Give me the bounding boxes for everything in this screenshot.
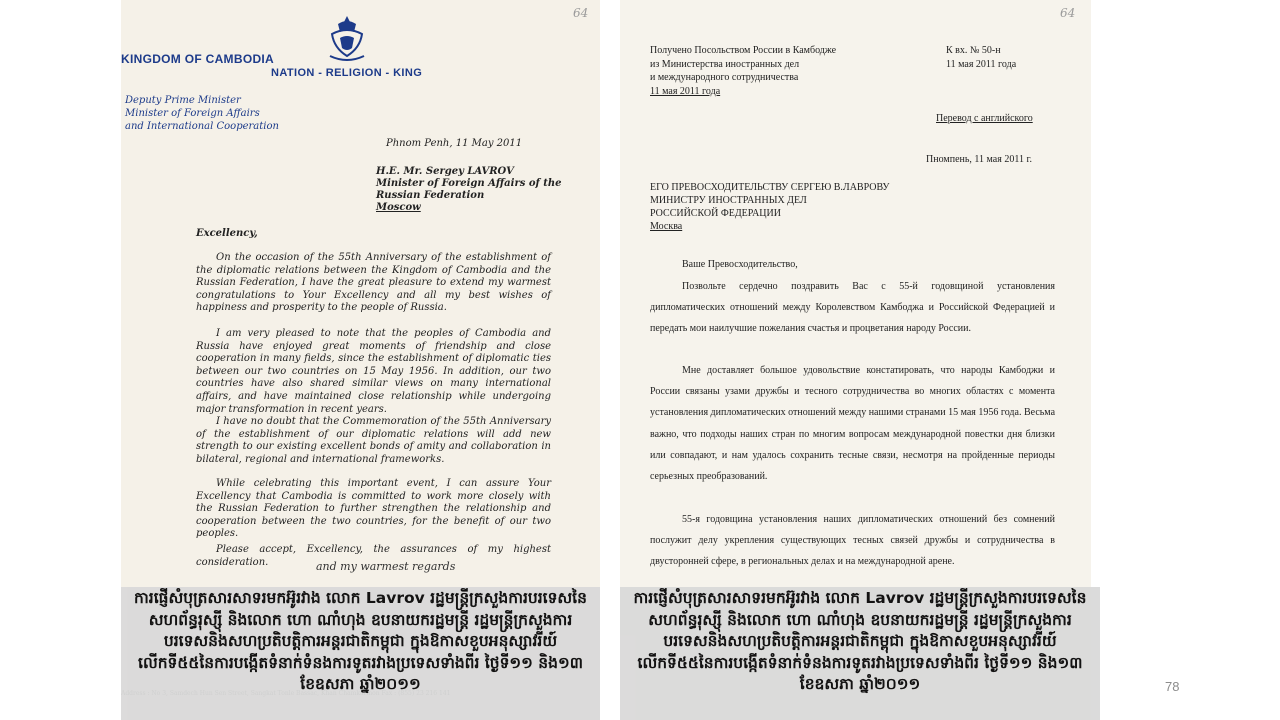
recipient-line: ЕГО ПРЕВОСХОДИТЕЛЬСТВУ СЕРГЕЮ В.ЛАВРОВУ [650,182,890,193]
office-line: Minister of Foreign Affairs [125,108,260,119]
recipient-line: Russian Federation [376,190,485,201]
office-line: Deputy Prime Minister [125,95,241,106]
office-line: and International Cooperation [125,121,279,132]
caption-box-right [620,587,1100,720]
incoming-number [946,44,1016,71]
incoming-line: К вх. № 50-н [946,45,1001,56]
recipient-line: Minister of Foreign Affairs of the [376,178,562,189]
receipt-line: и международного сотрудничества [650,72,799,83]
recipient-city: Moscow [376,202,421,213]
letter-paragraph: I have no doubt that the Commemoration of the 55th Anniversary of the establishment of our diplomatic relations will add new strength to our existing excellent bonds of amity and collaboration in bilateral, regional and international frameworks. [196,416,551,465]
recipient-line: H.E. Mr. Sergey LAVROV [376,166,514,177]
receipt-date: 11 мая 2011 года [650,85,721,97]
office-title [125,94,279,133]
handwritten-closing: and my warmest regards [316,560,456,573]
caption-text: ការផ្ញើសំបុត្រសារសាទរមកអ៊ូរវាង លោក Lavrov រដ្ឋមន្ត្រីក្រសួងការបរទេសនៃសហព័ន្ធរុស្ស៊ី និងលោក ហោ ណាំហុង ឧបនាយករដ្ឋមន្ត្រី រដ្ឋមន្ត្រីក្រសួងការបរទេសនិងសហប្រតិបត្តិការអន្តរជាតិកម្ពុជា ក្នុងឱកាសខួបអនុស្សាវរីយ៍លើកទី៥៥នៃការបង្កើតទំនាក់ទំនងការទូតរវាងប្រទេសទាំងពីរ ថ្ងៃទី១១ និង១៣ ខែឧសភា ឆ្នាំ២០១១ [633,589,1087,694]
caption-box-left [121,587,600,720]
receipt-line: Получено Посольством России в Камбодже [650,45,837,56]
page-mark: 64 [1060,6,1076,20]
letter-date: Phnom Penh, 11 May 2011 [386,138,523,149]
page-mark: 64 [573,6,589,20]
recipient-city: Москва [650,221,683,232]
receipt-stamp [650,44,836,98]
recipient-block [650,181,889,233]
translation-note: Перевод с английского [936,113,1033,124]
salutation: Ваше Превосходительство, [682,259,798,270]
motto: NATION - RELIGION - KING [271,67,423,79]
letter-date: Пномпень, 11 мая 2011 г. [926,154,1032,165]
recipient-block [376,166,562,214]
letter-paragraph: Мне доставляет большое удовольствие констатировать, что народы Камбоджи и России связаны узами дружбы и тесного сотрудничества во многих областях с момента установления дипломатических отношений между нашими странами 15 мая 1956 года. Весьма важно, что подходы наших стран по многим вопросам международной повестки дня близки или совпадают, и нам удалось сохранить тесные связи, несмотря на пройденные периоды серьезных преобразований. [650,365,1056,483]
incoming-line: 11 мая 2011 года [946,58,1017,70]
letter-paragraph: Позвольте сердечно поздравить Вас с 55-й годовщиной установления дипломатических отношений между Королевством Камбоджа и Российской Федерацией и передать мои наилучшие пожелания счастья и процветания народу России. [650,281,1055,335]
kingdom-heading: KINGDOM OF CAMBODIA [121,52,275,66]
royal-crest-icon [324,12,370,64]
receipt-line: из Министерства иностранных дел [650,58,800,70]
recipient-line: РОССИЙСКОЙ ФЕДЕРАЦИИ [650,208,781,219]
letter-paragraph: On the occasion of the 55th Anniversary of the establishment of the diplomatic relations between the Kingdom of Cambodia and the Russian Federation, I have the great pleasure to extend my warmest congratulations to Your Excellency and all my best wishes of happiness and prosperity to the people of Russia. [196,252,551,314]
letter-paragraph: I am very pleased to note that the peoples of Cambodia and Russia have enjoyed great moments of friendship and close cooperation in many fields, since the establishment of diplomatic ties between our two countries on 15 May 1956. In addition, our two countries have also shared similar views on many international affairs, and have maintained close relationship while undergoing major transformation in recent years. [196,328,551,415]
letter-paragraph: Please accept, Excellency, the assurances of my highest consideration. [196,544,551,568]
recipient-line: МИНИСТРУ ИНОСТРАННЫХ ДЕЛ [650,195,807,206]
letter-paragraph: 55-я годовщина установления наших дипломатических отношений без сомнений послужит делу укрепления существующих тесных связей дружбы и сотрудничества в двусторонней сфере, в региональных делах и на международной арене. [650,514,1055,568]
letter-paragraph: While celebrating this important event, I can assure Your Excellency that Cambodia is committed to work more closely with the Russian Federation to further strengthen the relationship and cooperation between the two countries, for the benefit of our two peoples. [196,478,551,540]
caption-text: ការផ្ញើសំបុត្រសារសាទរមកអ៊ូរវាង លោក Lavrov រដ្ឋមន្ត្រីក្រសួងការបរទេសនៃសហព័ន្ធរុស្ស៊ី និងលោក ហោ ណាំហុង ឧបនាយករដ្ឋមន្ត្រី រដ្ឋមន្ត្រីក្រសួងការបរទេសនិងសហប្រតិបត្តិការអន្តរជាតិកម្ពុជា ក្នុងឱកាសខួបអនុស្សាវរីយ៍លើកទី៥៥នៃការបង្កើតទំនាក់ទំនងការទូតរវាងប្រទេសទាំងពីរ ថ្ងៃទី១១ និង១៣ ខែឧសភា ឆ្នាំ២០១១ [134,589,587,694]
slide-page-number: 78 [1165,679,1180,694]
salutation: Excellency, [196,228,258,239]
